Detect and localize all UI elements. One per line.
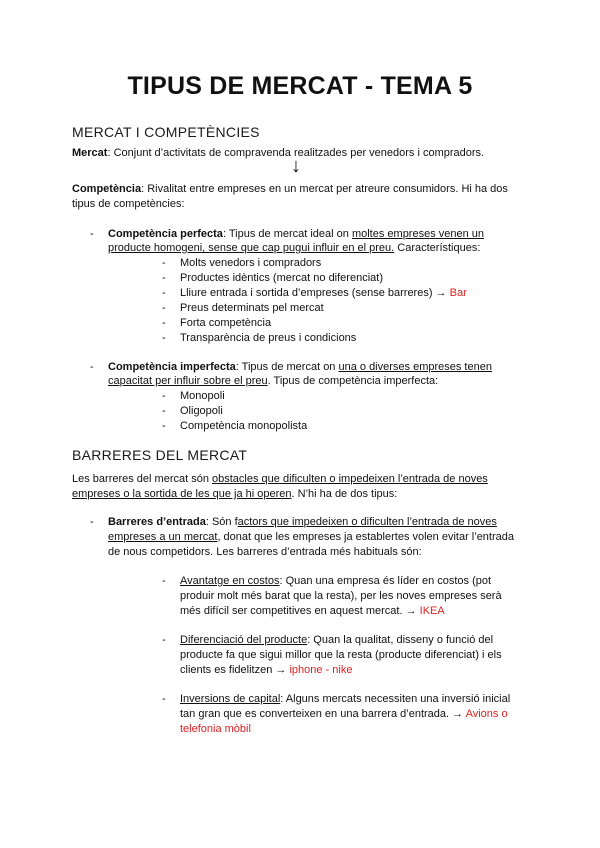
- list-item: Productes idèntics (mercat no diferenciat): [180, 272, 383, 284]
- imperfecta-text2: . Tipus de competència imperfecta:: [267, 375, 439, 387]
- list-item: Forta competència: [180, 317, 272, 329]
- list-item-text: Lliure entrada i sortida d’empreses (sense barreres) →: [180, 287, 447, 299]
- list-item: Competència monopolista: [180, 420, 308, 432]
- diferenciacio-text3: clients es fidelitzen →: [180, 664, 287, 676]
- barreres-intro-line2: [72, 487, 397, 501]
- costos-term: Avantatge en costos: [180, 575, 280, 587]
- mercat-term: Mercat: [72, 147, 108, 159]
- competencia-line1: : Rivalitat entre empreses en un mercat per atreure consumidors. Hi ha dos: [141, 183, 508, 195]
- entrada-underline2: empreses a un mercat: [108, 531, 218, 543]
- diferenciacio-line2: producte fa que sigui millor que la resta (producte diferenciat) i els: [180, 649, 502, 661]
- entrada-term: Barreres d’entrada: [108, 516, 206, 528]
- example-red: IKEA: [416, 605, 445, 617]
- inversions-line1: [180, 692, 510, 706]
- inversions-line3: telefonia mòbil: [180, 723, 251, 735]
- example-red: Avions o: [463, 708, 508, 720]
- diferenciacio-line1: [180, 633, 493, 647]
- costos-text3: més difícil ser competitives en aquest mercat. →: [180, 605, 417, 617]
- example-red: Bar: [446, 287, 467, 299]
- inversions-text1: : Alguns mercats necessiten una inversió inicial: [280, 693, 511, 705]
- mercat-definition: [72, 146, 484, 160]
- inversions-text2: tan gran que es converteixen en una barrera d’entrada. →: [180, 708, 464, 720]
- perfecta-text2: Característiques:: [394, 242, 481, 254]
- page-title: TIPUS DE MERCAT - TEMA 5: [127, 72, 473, 100]
- bullet-dash: -: [90, 516, 94, 528]
- competencia-term: Competència: [72, 183, 142, 195]
- perfecta-underline2: producte homogeni, sense que cap pugui influir en el preu.: [108, 242, 395, 254]
- bullet-dash: -: [162, 634, 166, 646]
- bullet-dash: -: [162, 272, 166, 284]
- costos-text1: : Quan una empresa és líder en costos (pot: [279, 575, 492, 587]
- imperfecta-line2: [108, 374, 438, 388]
- down-arrow-icon: ↓: [291, 155, 301, 177]
- bullet-dash: -: [162, 390, 166, 402]
- list-item: Preus determinats pel mercat: [180, 302, 324, 314]
- intro-text: Les barreres del mercat són: [72, 473, 213, 485]
- bullet-dash: -: [162, 332, 166, 344]
- barreres-intro-line1: [72, 472, 488, 486]
- perfecta-term: Competència perfecta: [108, 228, 223, 240]
- bullet-dash: -: [162, 287, 166, 299]
- bullet-dash: -: [162, 575, 166, 587]
- entrada-text1: : Són f: [205, 516, 238, 528]
- list-item: Transparència de preus i condicions: [180, 332, 357, 344]
- costos-line3: [180, 604, 445, 618]
- list-item: Molts venedors i compradors: [180, 257, 322, 269]
- perfecta-underline1: moltes empreses venen un: [351, 228, 485, 240]
- perfecta-line2: [108, 241, 480, 255]
- list-item: Monopoli: [180, 390, 225, 402]
- bullet-dash: -: [90, 228, 94, 240]
- imperfecta-underline1: una o diverses empreses tenen: [338, 361, 492, 373]
- imperfecta-line1: [108, 360, 492, 374]
- diferenciacio-text1: : Quan la qualitat, disseny o funció del: [307, 634, 494, 646]
- list-item: [180, 286, 467, 300]
- imperfecta-underline2: capacitat per influir sobre el preu: [108, 375, 268, 387]
- entrada-line1: [108, 515, 497, 529]
- list-item: Oligopoli: [180, 405, 223, 417]
- bullet-dash: -: [162, 405, 166, 417]
- imperfecta-term: Competència imperfecta: [108, 361, 236, 373]
- bullet-dash: -: [162, 257, 166, 269]
- competencia-definition: [72, 182, 508, 196]
- bullet-dash: -: [162, 693, 166, 705]
- entrada-underline1: actors que impedeixen o dificulten l’entrada de noves: [237, 516, 497, 528]
- diferenciacio-term: Diferenciació del producte: [180, 634, 308, 646]
- mercat-def: : Conjunt d’activitats de compravenda realitzades per venedors i compradors.: [107, 147, 485, 159]
- perfecta-text1: : Tipus de mercat ideal on: [222, 228, 352, 240]
- section-heading-barreres: BARRERES DEL MERCAT: [72, 447, 248, 463]
- perfecta-line1: [108, 227, 484, 241]
- intro-underline2: empreses o la sortida de les que ja hi operen: [72, 488, 292, 500]
- diferenciacio-line3: [180, 663, 352, 677]
- competencia-line2: tipus de competències:: [72, 198, 185, 210]
- entrada-line2: [108, 530, 514, 544]
- bullet-dash: -: [162, 317, 166, 329]
- intro-text2: . N’hi ha de dos tipus:: [291, 488, 398, 500]
- bullet-dash: -: [162, 302, 166, 314]
- section-heading-mercat: MERCAT I COMPETÈNCIES: [72, 124, 260, 140]
- intro-underline1: obstacles que dificulten o impedeixen l’entrada de noves: [212, 473, 488, 485]
- example-red: iphone - nike: [286, 664, 353, 676]
- bullet-dash: -: [162, 420, 166, 432]
- inversions-line2: [180, 707, 508, 721]
- entrada-text2: , donat que les empreses ja establertes volen evitar l’entrada: [217, 531, 514, 543]
- imperfecta-text1: : Tipus de mercat on: [235, 361, 339, 373]
- costos-line2: produir molt més barat que la resta), per les noves empreses serà: [180, 590, 502, 602]
- costos-line1: [180, 574, 491, 588]
- inversions-term: Inversions de capital: [180, 693, 281, 705]
- bullet-dash: -: [90, 361, 94, 373]
- entrada-line3: de nous competidors. Les barreres d’entrada més habituals són:: [108, 546, 422, 558]
